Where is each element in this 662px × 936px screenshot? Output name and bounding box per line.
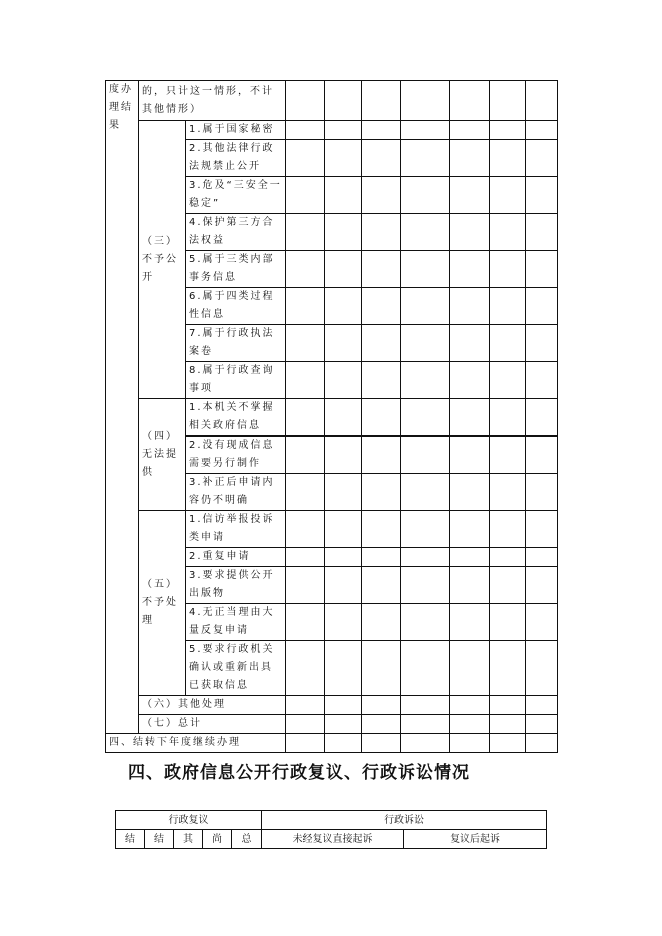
value-cell — [526, 696, 558, 715]
group3-item: 1.属于国家秘密 — [186, 121, 286, 140]
value-cell — [490, 715, 526, 734]
value-cell — [362, 567, 401, 604]
value-cell — [526, 140, 558, 177]
value-cell — [490, 641, 526, 696]
value-cell — [325, 214, 362, 251]
value-cell — [325, 325, 362, 362]
value-cell — [526, 362, 558, 399]
value-cell — [325, 121, 362, 140]
value-cell — [286, 288, 325, 325]
value-cell — [401, 399, 450, 437]
value-cell — [490, 399, 526, 437]
value-cell — [286, 641, 325, 696]
value-cell — [286, 548, 325, 567]
value-cell — [362, 288, 401, 325]
value-cell — [490, 604, 526, 641]
value-cell — [450, 734, 490, 753]
header-admin-review: 行政复议 — [116, 811, 262, 830]
value-cell — [401, 177, 450, 214]
value-cell — [325, 474, 362, 511]
value-cell — [526, 177, 558, 214]
value-cell — [450, 715, 490, 734]
group3-item: 7.属于行政执法案卷 — [186, 325, 286, 362]
value-cell — [450, 696, 490, 715]
value-cell — [450, 399, 490, 437]
value-cell — [325, 696, 362, 715]
results-table — [105, 80, 558, 753]
value-cell — [450, 140, 490, 177]
group5-item: 1.信访举报投诉类申请 — [186, 511, 286, 548]
sub-col-5: 总 — [232, 830, 262, 849]
value-cell — [401, 362, 450, 399]
value-cell — [362, 121, 401, 140]
review-litigation-table — [115, 810, 547, 849]
value-cell — [286, 81, 325, 121]
value-cell — [401, 548, 450, 567]
value-cell — [490, 177, 526, 214]
value-cell — [362, 604, 401, 641]
value-cell — [401, 436, 450, 474]
value-cell — [286, 715, 325, 734]
value-cell — [450, 288, 490, 325]
value-cell — [490, 436, 526, 474]
value-cell — [450, 567, 490, 604]
value-cell — [286, 362, 325, 399]
value-cell — [490, 567, 526, 604]
value-cell — [526, 715, 558, 734]
value-cell — [450, 362, 490, 399]
value-cell — [325, 604, 362, 641]
row-label-prev: 的，只计这一情形，不计其他情形） — [139, 81, 286, 121]
value-cell — [325, 715, 362, 734]
value-cell — [325, 362, 362, 399]
value-cell — [401, 251, 450, 288]
group5-label: （五）不予处理 — [139, 511, 186, 696]
value-cell — [490, 696, 526, 715]
value-cell — [401, 734, 450, 753]
value-cell — [362, 81, 401, 121]
value-cell — [450, 214, 490, 251]
value-cell — [325, 734, 362, 753]
value-cell — [526, 288, 558, 325]
sub-col-after-review: 复议后起诉 — [404, 830, 547, 849]
value-cell — [490, 81, 526, 121]
value-cell — [401, 288, 450, 325]
group3-label: （三）不予公开 — [139, 121, 186, 399]
value-cell — [325, 140, 362, 177]
value-cell — [362, 715, 401, 734]
group4-item: 3.补正后申请内容仍不明确 — [186, 474, 286, 511]
value-cell — [325, 567, 362, 604]
value-cell — [450, 436, 490, 474]
group5-item: 4.无正当理由大量反复申请 — [186, 604, 286, 641]
value-cell — [325, 251, 362, 288]
value-cell — [401, 604, 450, 641]
value-cell — [526, 436, 558, 474]
value-cell — [401, 715, 450, 734]
value-cell — [362, 474, 401, 511]
value-cell — [362, 641, 401, 696]
group3-item: 4.保护第三方合法权益 — [186, 214, 286, 251]
sub-col-4: 尚 — [203, 830, 232, 849]
value-cell — [401, 81, 450, 121]
value-cell — [401, 641, 450, 696]
value-cell — [526, 641, 558, 696]
col1-label: 度办理结果 — [106, 81, 139, 734]
value-cell — [526, 214, 558, 251]
row-total: （七）总计 — [139, 715, 286, 734]
value-cell — [401, 696, 450, 715]
value-cell — [526, 511, 558, 548]
value-cell — [450, 511, 490, 548]
group5-item: 3.要求提供公开出版物 — [186, 567, 286, 604]
value-cell — [362, 696, 401, 715]
value-cell — [450, 474, 490, 511]
value-cell — [490, 251, 526, 288]
value-cell — [490, 140, 526, 177]
value-cell — [490, 511, 526, 548]
group3-item: 2.其他法律行政法规禁止公开 — [186, 140, 286, 177]
value-cell — [526, 325, 558, 362]
value-cell — [490, 362, 526, 399]
value-cell — [450, 121, 490, 140]
value-cell — [362, 325, 401, 362]
sub-col-3: 其 — [174, 830, 203, 849]
value-cell — [286, 399, 325, 437]
value-cell — [286, 436, 325, 474]
section-heading: 四、政府信息公开行政复议、行政诉讼情况 — [128, 763, 470, 783]
group3-item: 3.危及“三安全一稳定” — [186, 177, 286, 214]
value-cell — [325, 399, 362, 437]
value-cell — [325, 177, 362, 214]
group4-item: 1.本机关不掌握相关政府信息 — [186, 399, 286, 437]
sub-col-2: 结 — [145, 830, 174, 849]
group4-item: 2.没有现成信息需要另行制作 — [186, 436, 286, 474]
value-cell — [362, 436, 401, 474]
value-cell — [450, 325, 490, 362]
value-cell — [450, 641, 490, 696]
value-cell — [325, 81, 362, 121]
value-cell — [286, 177, 325, 214]
value-cell — [286, 121, 325, 140]
value-cell — [286, 567, 325, 604]
row-other-handling: （六）其他处理 — [139, 696, 286, 715]
header-admin-litigation: 行政诉讼 — [262, 811, 547, 830]
value-cell — [325, 288, 362, 325]
value-cell — [286, 511, 325, 548]
value-cell — [286, 604, 325, 641]
value-cell — [401, 474, 450, 511]
value-cell — [362, 362, 401, 399]
value-cell — [526, 251, 558, 288]
group4-label: （四）无法提供 — [139, 399, 186, 511]
value-cell — [362, 177, 401, 214]
value-cell — [286, 325, 325, 362]
value-cell — [526, 567, 558, 604]
value-cell — [401, 567, 450, 604]
group3-item: 6.属于四类过程性信息 — [186, 288, 286, 325]
value-cell — [362, 399, 401, 437]
value-cell — [325, 511, 362, 548]
value-cell — [490, 288, 526, 325]
group5-item: 5.要求行政机关确认或重新出具已获取信息 — [186, 641, 286, 696]
value-cell — [526, 604, 558, 641]
value-cell — [526, 399, 558, 437]
value-cell — [450, 548, 490, 567]
value-cell — [362, 251, 401, 288]
value-cell — [286, 140, 325, 177]
value-cell — [490, 474, 526, 511]
value-cell — [286, 696, 325, 715]
value-cell — [450, 604, 490, 641]
value-cell — [526, 548, 558, 567]
value-cell — [401, 140, 450, 177]
value-cell — [362, 734, 401, 753]
value-cell — [526, 81, 558, 121]
value-cell — [450, 251, 490, 288]
value-cell — [362, 548, 401, 567]
value-cell — [401, 511, 450, 548]
sub-col-1: 结 — [116, 830, 145, 849]
value-cell — [490, 734, 526, 753]
row-carry-over: 四、结转下年度继续办理 — [106, 734, 286, 753]
value-cell — [490, 325, 526, 362]
value-cell — [490, 214, 526, 251]
value-cell — [362, 140, 401, 177]
group3-item: 8.属于行政查询事项 — [186, 362, 286, 399]
value-cell — [286, 474, 325, 511]
value-cell — [401, 325, 450, 362]
value-cell — [286, 251, 325, 288]
value-cell — [526, 474, 558, 511]
sub-col-direct: 未经复议直接起诉 — [262, 830, 404, 849]
value-cell — [526, 121, 558, 140]
value-cell — [450, 81, 490, 121]
value-cell — [286, 734, 325, 753]
value-cell — [490, 548, 526, 567]
value-cell — [401, 121, 450, 140]
group3-item: 5.属于三类内部事务信息 — [186, 251, 286, 288]
group5-item: 2.重复申请 — [186, 548, 286, 567]
value-cell — [325, 641, 362, 696]
value-cell — [526, 734, 558, 753]
value-cell — [362, 511, 401, 548]
value-cell — [490, 121, 526, 140]
value-cell — [450, 177, 490, 214]
value-cell — [325, 548, 362, 567]
value-cell — [286, 214, 325, 251]
value-cell — [362, 214, 401, 251]
value-cell — [401, 214, 450, 251]
value-cell — [325, 436, 362, 474]
